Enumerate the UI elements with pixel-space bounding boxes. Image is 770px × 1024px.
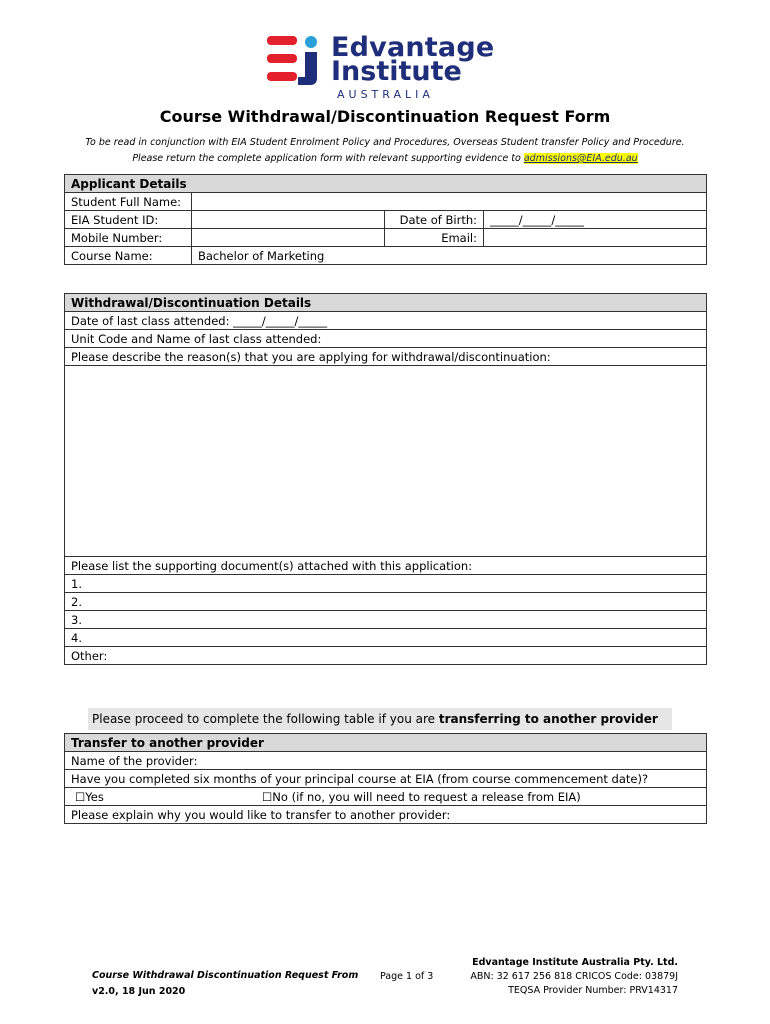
dob-field[interactable]: _____/_____/_____ (484, 211, 707, 229)
proceed-note (88, 708, 672, 730)
footer-company: Edvantage Institute Australia Pty. Ltd. (472, 957, 678, 968)
logo-line1: Edvantage (331, 32, 495, 63)
logo-line3: AUSTRALIA (337, 88, 434, 101)
student-id-label: EIA Student ID: (65, 211, 192, 229)
doc-item-4[interactable]: 4. (65, 629, 707, 647)
full-name-label: Student Full Name: (65, 193, 192, 211)
footer-doc-title: Course Withdrawal Discontinuation Request From (92, 970, 359, 981)
dob-label: Date of Birth: (385, 211, 484, 229)
explain-label[interactable]: Please explain why you would like to transfer to another provider: (65, 806, 707, 824)
transfer-header: Transfer to another provider (65, 734, 707, 752)
applicant-details-table (64, 174, 707, 265)
six-months-question: Have you completed six months of your principal course at EIA (from course commencement date)? (65, 770, 707, 788)
email-link[interactable]: admissions@EIA.edu.au (523, 153, 638, 164)
footer-abn: ABN: 32 617 256 818 CRICOS Code: 03879J (470, 971, 678, 982)
doc-item-1[interactable]: 1. (65, 575, 707, 593)
last-class-date[interactable]: Date of last class attended: _____/_____/_____ (65, 312, 707, 330)
mobile-field[interactable] (192, 229, 385, 247)
proceed-text: Please proceed to complete the following table if you are (92, 712, 439, 726)
docs-label: Please list the supporting document(s) attached with this application: (65, 557, 707, 575)
logo-mark-icon (265, 34, 325, 86)
doc-item-2[interactable]: 2. (65, 593, 707, 611)
withdrawal-details-table (64, 293, 707, 665)
no-checkbox[interactable]: ☐No (if no, you will need to request a release from EIA) (256, 788, 707, 806)
course-field[interactable]: Bachelor of Marketing (192, 247, 707, 265)
withdrawal-header: Withdrawal/Discontinuation Details (65, 294, 707, 312)
course-label: Course Name: (65, 247, 192, 265)
transfer-table (64, 733, 707, 824)
intro-body: To be read in conjunction with EIA Student Enrolment Policy and Procedures, Overseas Student transfer Policy and Procedure. Please return the complete application form with relevant supporting evidence to (85, 137, 685, 164)
full-name-field[interactable] (192, 193, 707, 211)
email-label: Email: (385, 229, 484, 247)
unit-code-field[interactable]: Unit Code and Name of last class attended: (65, 330, 707, 348)
email-field[interactable] (484, 229, 707, 247)
footer-teqsa: TEQSA Provider Number: PRV14317 (508, 985, 678, 996)
mobile-label: Mobile Number: (65, 229, 192, 247)
footer-version: v2.0, 18 Jun 2020 (92, 986, 186, 997)
proceed-bold: transferring to another provider (438, 712, 658, 726)
reason-label: Please describe the reason(s) that you are applying for withdrawal/discontinuation: (65, 348, 707, 366)
yes-checkbox[interactable]: ☐Yes (65, 788, 257, 806)
doc-item-other[interactable]: Other: (65, 647, 707, 665)
doc-item-3[interactable]: 3. (65, 611, 707, 629)
provider-name-field[interactable]: Name of the provider: (65, 752, 707, 770)
reason-textarea[interactable] (65, 366, 707, 557)
logo-line2: Institute (331, 56, 462, 87)
footer-page: Page 1 of 3 (380, 971, 434, 982)
applicant-header: Applicant Details (65, 175, 707, 193)
intro-text (80, 135, 690, 167)
institute-logo (265, 32, 515, 102)
student-id-field[interactable] (192, 211, 385, 229)
form-title: Course Withdrawal/Discontinuation Request Form (159, 107, 611, 126)
